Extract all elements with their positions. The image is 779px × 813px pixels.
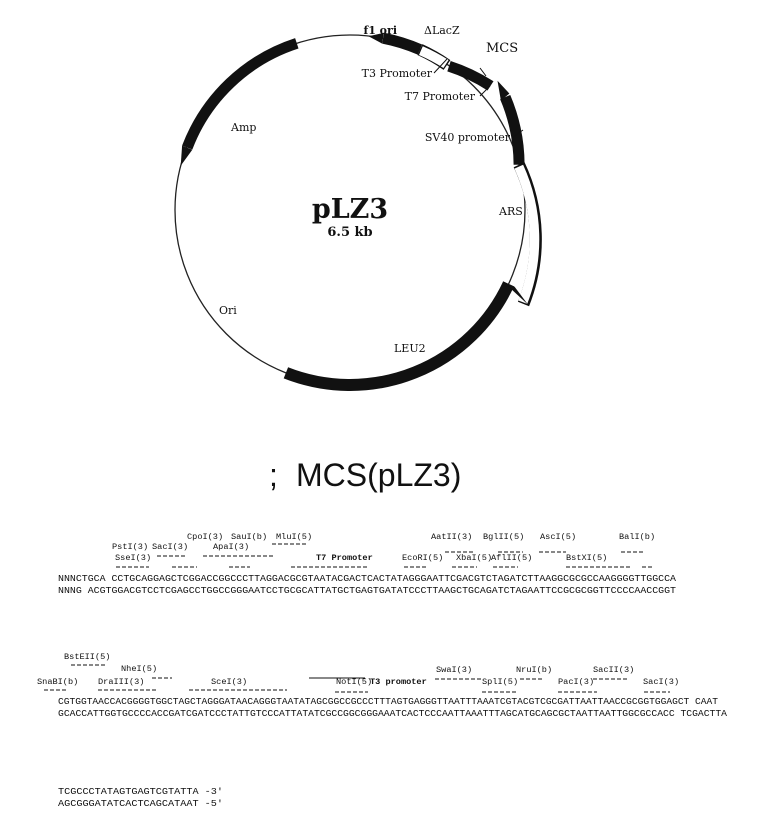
plasmid-map [175, 24, 536, 385]
site-saci-1: SacI(3) [152, 542, 189, 552]
seq-block1-top-strand: NNNCTGCA CCTGCAGGAGCTCGGACCGGCCCTTAGGACGCGTAATACGACTCACTATAGGGAATTCGACGTCTAGATCTTAAGGCGCGCCAAGGGGTTGGCCA [58, 573, 677, 584]
seq-block2-top-strand: CGTGGTAACCACGGGGTGGCTAGCTAGGGATAACAGGGTAATATAGCGGCCGCCCTTTAGTGAGGGTTAATTTAAATCGTACGTCGCGATTAATTAACCGCGGTGGAGCT CAAT [58, 696, 719, 707]
site-noti: NotI(5) [336, 677, 373, 687]
site-bali: BalI(b) [619, 532, 656, 542]
mcs-title-text: MCS(pLZ3) [296, 457, 462, 493]
mcs-map-label: MCS [486, 41, 519, 56]
site-ssei: SseI(3) [115, 553, 152, 563]
site-draiii: DraIII(3) [98, 677, 145, 687]
ori-label: Ori [219, 304, 237, 317]
leu2-gene-arc [286, 284, 509, 385]
seq-block3-top-strand: TCGCCCTATAGTGAGTCGTATTA -3' [58, 786, 223, 797]
mcs-title [269, 457, 461, 493]
t7-promoter-label: T7 Promoter [404, 90, 475, 103]
site-saui: SauI(b) [231, 532, 268, 542]
site-sacii: SacII(3) [593, 665, 635, 675]
site-bsteii: BstEII(5) [64, 652, 111, 662]
ars-label: ARS [499, 205, 523, 218]
delta-lacz-label: ΔLacZ [424, 24, 460, 37]
site-paci: PacI(3) [558, 677, 595, 687]
sequence-block-3 [58, 786, 223, 809]
plasmid-name: pLZ3 [311, 194, 389, 225]
site-aflii: AflII(5) [491, 553, 533, 563]
site-apai: ApaI(3) [213, 542, 250, 552]
plasmid-size: 6.5 kb [327, 225, 373, 240]
site-swai: SwaI(3) [436, 665, 473, 675]
delta-lacz-box-fill [421, 51, 446, 64]
f1-ori-label: f1 ori [363, 24, 397, 37]
site-bglii: BglII(5) [483, 532, 525, 542]
t3-promoter-label: T3 Promoter [361, 67, 432, 80]
mcs-title-mark: ; [269, 457, 278, 493]
seq-block2-bottom-strand: GCACCATTGGTGCCCCACCGATCGATCCCTATTGTCCCATTATATCGCCGGCGGGAAATCACTCCCAATTAAATTTAGCATGCAGCGCTAATTAATTGGCGCCACC TCGACTTA [58, 708, 728, 719]
f1-ori-arc [383, 38, 420, 49]
sequence-block-1 [58, 532, 676, 596]
site-spli: SplI(5) [482, 677, 519, 687]
site-saci-2: SacI(3) [643, 677, 680, 687]
site-asci: AscI(5) [540, 532, 577, 542]
site-xbai: XbaI(5) [456, 553, 493, 563]
site-nrui: NruI(b) [516, 665, 553, 675]
site-t3-promoter: T3 promoter [370, 677, 427, 687]
site-snabi: SnaBI(b) [37, 677, 79, 687]
sequence-block-2 [37, 652, 727, 719]
sv40-promoter-label: SV40 promoter [424, 131, 510, 144]
amp-label: Amp [231, 121, 257, 134]
site-cpoi: CpoI(3) [187, 532, 224, 542]
site-nhei: NheI(5) [121, 664, 158, 674]
seq-block1-bottom-strand: NNNG ACGTGGACGTCCTCGAGCCTGGCCGGGAATCCTGCGCATTATGCTGAGTGATATCCCTTAAGCTGCAGATCTAGAATTCCGCGCGGTTCCCCAACCGGT [58, 585, 677, 596]
site-mlui: MluI(5) [276, 532, 313, 542]
leu2-label: LEU2 [394, 342, 426, 355]
site-ecori: EcoRI(5) [402, 553, 444, 563]
site-aatii: AatII(3) [431, 532, 473, 542]
seq-block3-bottom-strand: AGCGGGATATCACTCAGCATAAT -5' [58, 798, 223, 809]
site-bstxi: BstXI(5) [566, 553, 608, 563]
site-t7-promoter: T7 Promoter [316, 553, 373, 563]
site-scei: SceI(3) [211, 677, 248, 687]
site-psti: PstI(3) [112, 542, 149, 552]
